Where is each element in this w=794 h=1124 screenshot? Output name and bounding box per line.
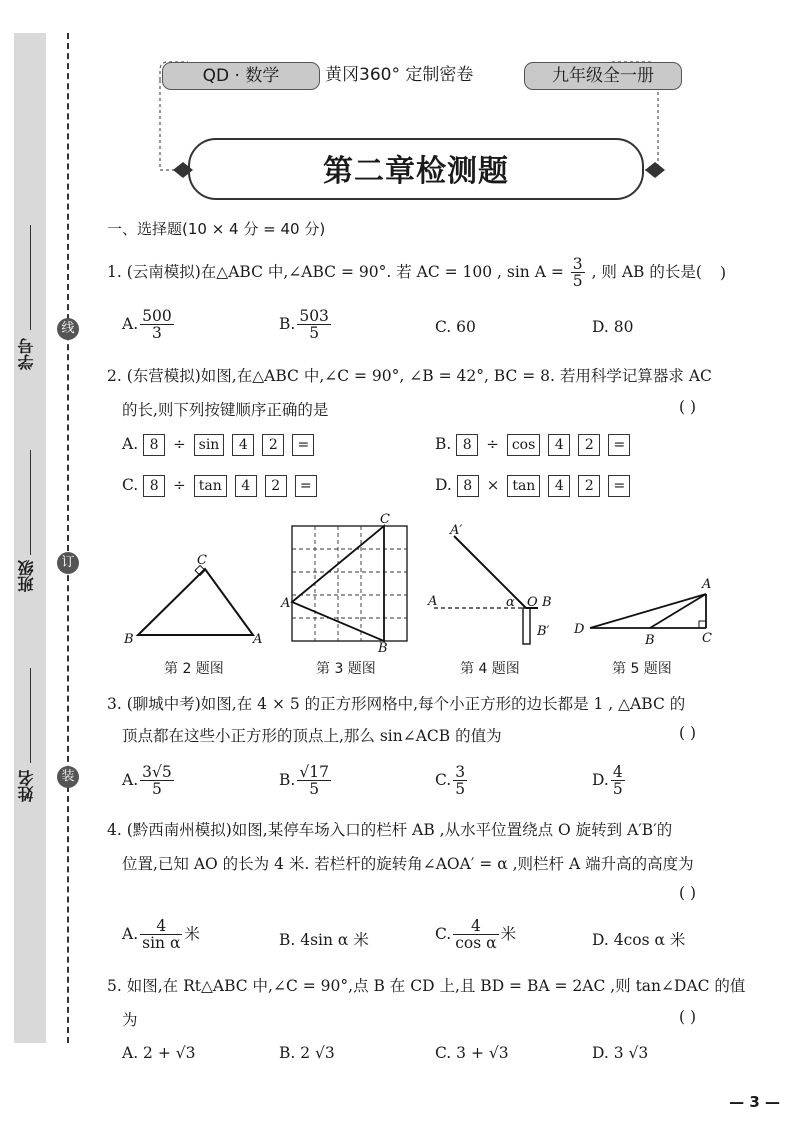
q4-c-unit: 米 <box>500 924 517 943</box>
q3-c-label: C. <box>435 770 452 789</box>
key-symbol: ÷ <box>173 476 186 494</box>
q3-a-num: 3√5 <box>142 763 172 781</box>
binding-circle-xian: 线 <box>57 318 79 340</box>
q2-b-label: B. <box>435 435 452 453</box>
q4-paren: ( ) <box>679 884 697 902</box>
q2-line2: 的长,则下列按键顺序正确的是 <box>122 401 329 419</box>
q4-a-unit: 米 <box>184 924 200 943</box>
student-id-label: 学号 <box>17 338 36 370</box>
q1-stem-b: , 则 AB 的长是( <box>591 262 702 281</box>
key: sin <box>194 434 225 456</box>
key: 8 <box>143 475 165 497</box>
q1-b-num: 503 <box>299 307 329 325</box>
q4-c-num: 4 <box>453 918 498 935</box>
page-number: — 3 — <box>729 1093 780 1111</box>
fig2-label-b: B <box>124 632 134 647</box>
fig4-caption: 第 4 题图 <box>460 661 520 677</box>
q1-option-c: C. 60 <box>435 318 476 336</box>
figure-q4 <box>424 518 569 648</box>
q3-option-a <box>122 764 176 798</box>
q5-line2: 为 <box>122 1011 138 1029</box>
key: cos <box>507 434 540 456</box>
q4-option-c <box>435 918 516 952</box>
q1-b-label: B. <box>279 314 296 333</box>
q3-b-den: 5 <box>309 780 320 799</box>
q5-option-d: D. 3 √3 <box>592 1044 649 1062</box>
q1-frac <box>571 256 585 290</box>
figure-q5 <box>568 570 718 650</box>
q1-option-a <box>122 308 176 342</box>
fig2-label-c: C <box>197 553 207 568</box>
binding-dotted-line <box>67 33 69 1043</box>
q4-option-a <box>122 918 200 952</box>
student-id-line <box>30 225 31 330</box>
fig4-label-o: O <box>527 595 538 610</box>
class-label: 班级 <box>17 560 36 592</box>
q2-option-a <box>122 434 322 456</box>
q3-line1: 3. (聊城中考)如图,在 4 × 5 的正方形网格中,每个小正方形的边长都是 1 , △ABC 的 <box>107 695 686 713</box>
key: = <box>608 434 630 456</box>
figure-q3 <box>278 512 418 652</box>
q2-option-b <box>435 434 638 456</box>
key: 8 <box>456 434 478 456</box>
key: 4 <box>232 434 254 456</box>
key: tan <box>194 475 227 497</box>
key: 4 <box>548 475 570 497</box>
q1-a-num: 500 <box>142 307 172 325</box>
key-symbol: × <box>486 476 500 494</box>
q3-option-d <box>592 764 627 798</box>
q5-option-c: C. 3 + √3 <box>435 1044 509 1062</box>
key: 2 <box>262 434 284 456</box>
key: 4 <box>235 475 257 497</box>
q3-d-label: D. <box>592 770 609 789</box>
fig5-label-b: B <box>645 633 655 648</box>
name-line <box>30 668 31 763</box>
key: = <box>292 434 314 456</box>
fig3-label-a: A <box>281 596 291 611</box>
q1-paren-close: ) <box>720 264 727 282</box>
fig2-caption: 第 2 题图 <box>164 661 224 677</box>
name-label: 姓名 <box>17 770 36 802</box>
key: tan <box>507 475 540 497</box>
key: 8 <box>457 475 479 497</box>
q2-d-label: D. <box>435 476 452 494</box>
class-line <box>30 450 31 555</box>
q3-option-c <box>435 764 469 798</box>
q4-option-d: D. 4cos α 米 <box>592 931 686 949</box>
fig5-label-c: C <box>702 631 712 646</box>
fig4-label-b-prime: B′ <box>537 624 550 639</box>
fig4-label-a-prime: A′ <box>450 523 463 538</box>
q4-a-den: sin α <box>142 934 181 953</box>
fig4-label-alpha: α <box>506 595 515 610</box>
fig5-label-d: D <box>574 622 585 637</box>
q1-b-den: 5 <box>309 324 320 343</box>
q1-option-b <box>279 308 333 342</box>
q1-frac-num: 3 <box>572 255 583 273</box>
fig4-label-b: B <box>542 595 552 610</box>
q3-line2: 顶点都在这些小正方形的顶点上,那么 sin∠ACB 的值为 <box>122 727 502 745</box>
q2-paren: ( ) <box>679 398 697 416</box>
q3-a-den: 5 <box>151 780 162 799</box>
q3-d-den: 5 <box>612 780 623 799</box>
fig4-label-a: A <box>428 594 438 609</box>
q4-a-label: A. <box>122 924 139 943</box>
q5-line1: 5. 如图,在 Rt△ABC 中,∠C = 90°,点 B 在 CD 上,且 BD = BA = 2AC ,则 tan∠DAC 的值 <box>107 977 746 995</box>
q1-option-d: D. 80 <box>592 318 634 336</box>
fig3-label-b: B <box>378 641 388 652</box>
q2-option-c <box>122 475 325 497</box>
q4-line1: 4. (黔西南州模拟)如图,某停车场入口的栏杆 AB ,从水平位置绕点 O 旋转到 A′B′的 <box>107 821 673 839</box>
q4-line2: 位置,已知 AO 的长为 4 米. 若栏杆的旋转角∠AOA′ = α ,则栏杆 A 端升高的高度为 <box>122 855 694 873</box>
binding-circle-ding: 订 <box>57 552 79 574</box>
q5-option-a: A. 2 + √3 <box>122 1044 196 1062</box>
q3-option-b <box>279 764 333 798</box>
q3-c-num: 3 <box>455 763 466 781</box>
q4-option-b: B. 4sin α 米 <box>279 931 369 949</box>
q1-a-label: A. <box>122 314 139 333</box>
binding-circle-zhuang: 装 <box>57 766 79 788</box>
key: 8 <box>143 434 165 456</box>
key: 2 <box>578 434 600 456</box>
fig2-label-a: A <box>253 632 263 647</box>
q3-c-den: 5 <box>455 780 466 799</box>
q4-c-den: cos α <box>455 934 497 953</box>
q2-line1: 2. (东营模拟)如图,在△ABC 中,∠C = 90°, ∠B = 42°, BC = 8. 若用科学记算器求 AC <box>107 367 712 385</box>
q4-c-label: C. <box>435 924 452 943</box>
fig5-caption: 第 5 题图 <box>612 661 672 677</box>
key: = <box>295 475 317 497</box>
fig3-caption: 第 3 题图 <box>316 661 376 677</box>
q5-paren: ( ) <box>679 1008 697 1026</box>
key: = <box>608 475 630 497</box>
q3-a-label: A. <box>122 770 139 789</box>
q3-b-num: √17 <box>299 763 329 781</box>
key: 2 <box>265 475 287 497</box>
q5-option-b: B. 2 √3 <box>279 1044 335 1062</box>
q4-a-num: 4 <box>140 918 182 935</box>
figure-q2 <box>118 552 268 647</box>
key-symbol: ÷ <box>486 435 499 453</box>
key: 2 <box>578 475 600 497</box>
grade-pill: 九年级全一册 <box>524 62 682 90</box>
section-heading: 一、选择题(10 × 4 分 = 40 分) <box>107 220 326 238</box>
key: 4 <box>548 434 570 456</box>
q2-a-label: A. <box>122 435 139 453</box>
q1-stem <box>107 256 702 290</box>
fig3-label-c: C <box>380 512 390 527</box>
q1-a-den: 3 <box>151 324 162 343</box>
subject-pill: QD · 数学 <box>162 62 320 90</box>
q2-c-label: C. <box>122 476 139 494</box>
q1-stem-a: 1. (云南模拟)在△ABC 中,∠ABC = 90°. 若 AC = 100 , sin A = <box>107 262 564 281</box>
q1-frac-den: 5 <box>572 272 583 291</box>
q2-option-d <box>435 475 638 497</box>
q3-d-num: 4 <box>612 763 623 781</box>
q3-paren: ( ) <box>679 724 697 742</box>
q3-b-label: B. <box>279 770 296 789</box>
series-name: 黄冈360° 定制密卷 <box>325 65 474 85</box>
page-title: 第二章检测题 <box>323 154 509 189</box>
key-symbol: ÷ <box>173 435 186 453</box>
fig5-label-a: A <box>702 577 712 592</box>
